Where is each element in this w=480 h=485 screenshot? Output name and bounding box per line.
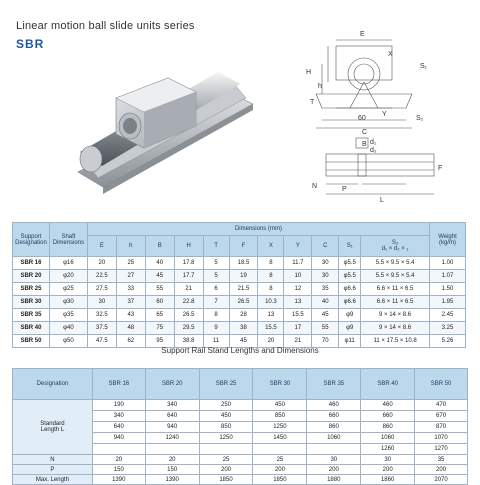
dim-cell: 18.5 [229,257,258,270]
n-row-label: N [13,455,93,465]
designation-cell: SBR 35 [13,309,50,322]
p-row-cell: 150 [92,465,145,475]
length-cell [253,444,307,455]
dim-cell: 13 [258,309,284,322]
length-cell: 1060 [361,433,415,444]
p-row [13,465,468,475]
dim-cell: 21.5 [229,283,258,296]
dim-cell: 27 [116,270,145,283]
label-p: P [342,186,347,193]
length-cell: 640 [92,422,145,433]
length-cell: 1250 [253,422,307,433]
designation-cell: SBR 25 [13,283,50,296]
label-b: B [362,141,367,148]
length-cell: 1240 [145,433,199,444]
standard-length-label: Standard Length L [13,400,93,455]
dim-cell: φ9 [339,322,361,335]
dim-cell: 21 [174,283,203,296]
label-l: L [380,197,384,204]
dim-cell: 60 [145,296,174,309]
length-cell: 460 [361,400,415,411]
page-title: Linear motion ball slide units series [16,20,195,32]
dim-cell: 26.5 [229,296,258,309]
dim-cell: 48 [116,322,145,335]
dim-cell: 17.7 [174,270,203,283]
header-dim-8: C [312,236,339,257]
dim-cell: 11 [203,335,229,348]
technical-drawing [296,24,476,212]
length-cell: 660 [361,411,415,422]
length-cell [92,444,145,455]
header-dim-10: S₂ d₁ × d₂ × ₁ [361,236,430,257]
header-model: SBR 35 [307,369,361,400]
length-cell: 1060 [307,433,361,444]
length-cell: 850 [199,422,253,433]
dim-cell: φ6.6 [339,283,361,296]
dim-cell: 35 [312,283,339,296]
length-cell: 460 [307,400,361,411]
dim-cell: 8 [258,283,284,296]
max-length-row-cell: 1850 [199,475,253,485]
section-title: Support Rail Stand Lengths and Dimensions [161,346,319,355]
length-cell: 1270 [415,444,468,455]
weight-cell: 1.00 [429,257,465,270]
length-cell: 1250 [199,433,253,444]
n-row-cell: 25 [199,455,253,465]
length-cell: 670 [415,411,468,422]
length-cell: 470 [415,400,468,411]
shaft-cell: φ16 [49,257,87,270]
header-dim-6: X [258,236,284,257]
n-row-cell: 30 [361,455,415,465]
dim-cell: 5.5 × 9.5 × 5.4 [361,270,430,283]
dim-cell: 38.8 [174,335,203,348]
length-cell: 860 [361,422,415,433]
n-row-cell: 30 [307,455,361,465]
dim-cell: 30 [87,296,116,309]
dim-cell: 45 [229,335,258,348]
dim-cell: 15.5 [284,309,312,322]
dim-cell: φ6.6 [339,296,361,309]
label-e: E [360,31,365,38]
weight-cell: 3.25 [429,322,465,335]
dim-cell: 11.7 [284,257,312,270]
dim-cell: 6.6 × 11 × 6.5 [361,283,430,296]
header-dim-5: F [229,236,258,257]
p-row-cell: 200 [361,465,415,475]
header-model: SBR 50 [415,369,468,400]
designation-cell: SBR 30 [13,296,50,309]
label-c: C [362,129,368,136]
label-t: T [310,99,315,106]
max-length-row-cell: 1880 [307,475,361,485]
table-row [13,322,466,335]
dim-cell: 37.5 [87,322,116,335]
header-dim-2: B [145,236,174,257]
dim-cell: 27.5 [87,283,116,296]
n-row-cell: 35 [415,455,468,465]
max-length-row-label: Max. Length [13,475,93,485]
dim-cell: 10.3 [258,296,284,309]
label-y: Y [382,111,387,118]
header-dim-4: T [203,236,229,257]
header-designation: Designation [13,369,93,400]
shaft-cell: φ25 [49,283,87,296]
dim-cell: φ5.5 [339,270,361,283]
length-cell: 450 [253,400,307,411]
weight-cell: 5.26 [429,335,465,348]
dim-cell: 45 [145,270,174,283]
weight-cell: 1.95 [429,296,465,309]
max-length-row-cell: 2070 [415,475,468,485]
length-cell [199,444,253,455]
dim-cell: φ9 [339,309,361,322]
length-cell: 190 [92,400,145,411]
header-dim-9: S₁ [339,236,361,257]
label-h-lower: h [318,83,322,90]
dim-cell: 30 [312,270,339,283]
dim-cell: 55 [312,322,339,335]
dim-cell: 15.5 [258,322,284,335]
p-row-label: P [13,465,93,475]
n-row-cell: 20 [92,455,145,465]
designation-cell: SBR 16 [13,257,50,270]
length-cell: 1070 [415,433,468,444]
designation-cell: SBR 50 [13,335,50,348]
dim-cell: 25 [116,257,145,270]
dim-cell: φ5.5 [339,257,361,270]
dim-cell: 33 [116,283,145,296]
max-length-row-cell: 1390 [145,475,199,485]
label-d2: d₂ [370,147,377,154]
dim-cell: 7 [203,296,229,309]
dim-cell: 5 [203,257,229,270]
dim-cell: 12 [284,283,312,296]
max-length-row-cell: 1850 [253,475,307,485]
dim-cell: 22.8 [174,296,203,309]
dim-cell: 17.8 [174,257,203,270]
label-n: N [312,183,318,190]
length-cell: 640 [145,411,199,422]
product-photo [68,52,258,202]
n-row-cell: 20 [145,455,199,465]
dim-cell: 29.5 [174,322,203,335]
dim-cell: 9 [203,322,229,335]
header-model: SBR 40 [361,369,415,400]
header-dim-0: E [87,236,116,257]
dim-cell: 70 [312,335,339,348]
dim-cell: 40 [312,296,339,309]
dim-cell: 6.6 × 11 × 6.5 [361,296,430,309]
header-dimensions: Dimensions (mm) [87,223,429,236]
length-cell: 940 [92,433,145,444]
length-cell: 1260 [361,444,415,455]
label-s1: S₁ [420,63,428,70]
p-row-cell: 150 [145,465,199,475]
dim-cell: 95 [145,335,174,348]
table-row [13,283,466,296]
header-dim-3: H [174,236,203,257]
dim-cell: 11 × 17.5 × 10.8 [361,335,430,348]
dim-cell: 9 × 14 × 8.6 [361,322,430,335]
p-row-cell: 200 [415,465,468,475]
table-row [13,257,466,270]
max-length-row-cell: 1390 [92,475,145,485]
dim-cell: 6 [203,283,229,296]
dim-cell: 22.5 [87,270,116,283]
label-d1: d₁ [370,139,377,146]
weight-cell: 1.07 [429,270,465,283]
dim-cell: 20 [258,335,284,348]
dim-cell: 38 [229,322,258,335]
dim-cell: 40 [145,257,174,270]
shaft-cell: φ50 [49,335,87,348]
dim-cell: 65 [145,309,174,322]
dim-cell: 5 [203,270,229,283]
length-cell: 340 [92,411,145,422]
shaft-cell: φ20 [49,270,87,283]
label-angle: 60 [358,115,366,122]
dim-cell: 8 [258,270,284,283]
dim-cell: 62 [116,335,145,348]
dim-cell: 30 [312,257,339,270]
header-model: SBR 16 [92,369,145,400]
length-cell: 660 [307,411,361,422]
dim-cell: 32.5 [87,309,116,322]
n-row-cell: 25 [253,455,307,465]
n-row [13,455,468,465]
dim-cell: 17 [284,322,312,335]
length-cell: 340 [145,400,199,411]
length-cell: 860 [307,422,361,433]
dim-cell: 55 [145,283,174,296]
shaft-cell: φ35 [49,309,87,322]
designation-cell: SBR 20 [13,270,50,283]
p-row-cell: 200 [199,465,253,475]
dim-cell: φ11 [339,335,361,348]
length-cell: 850 [253,411,307,422]
header-dim-1: h [116,236,145,257]
dim-cell: 45 [312,309,339,322]
dim-cell: 21 [284,335,312,348]
table-row [13,270,466,283]
dim-cell: 43 [116,309,145,322]
dim-cell: 28 [229,309,258,322]
p-row-cell: 200 [307,465,361,475]
dim-cell: 5.5 × 9.5 × 5.4 [361,257,430,270]
dim-cell: 47.5 [87,335,116,348]
header-weight: Weight (kg/m) [429,223,465,257]
length-cell: 250 [199,400,253,411]
length-cell: 450 [199,411,253,422]
shaft-cell: φ40 [49,322,87,335]
dim-cell: 19 [229,270,258,283]
header-dim-7: Y [284,236,312,257]
table-row [13,400,468,411]
label-x: X [388,51,393,58]
table-row [13,309,466,322]
weight-cell: 1.50 [429,283,465,296]
max-length-row-cell: 1860 [361,475,415,485]
length-cell: 1450 [253,433,307,444]
dim-cell: 37 [116,296,145,309]
series-code: SBR [16,37,45,51]
header-support: Support Designation [13,223,50,257]
label-h-upper: H [306,69,312,76]
shaft-cell: φ30 [49,296,87,309]
length-cell: 940 [145,422,199,433]
p-row-cell: 200 [253,465,307,475]
weight-cell: 2.45 [429,309,465,322]
designation-cell: SBR 40 [13,322,50,335]
dim-cell: 75 [145,322,174,335]
label-f: F [438,165,443,172]
length-cell [145,444,199,455]
dim-cell: 26.5 [174,309,203,322]
dim-cell: 9 × 14 × 8.6 [361,309,430,322]
dim-cell: 8 [203,309,229,322]
dim-cell: 10 [284,270,312,283]
spec-table [12,222,466,348]
label-s2: S₂ [416,115,424,122]
header-model: SBR 25 [199,369,253,400]
header-model: SBR 30 [253,369,307,400]
header-model: SBR 20 [145,369,199,400]
dim-cell: 20 [87,257,116,270]
table-row [13,296,466,309]
length-cell [307,444,361,455]
header-shaft: Shaft Dimensions [49,223,87,257]
length-cell: 870 [415,422,468,433]
length-table [12,368,468,485]
dim-cell: 8 [258,257,284,270]
dim-cell: 13 [284,296,312,309]
